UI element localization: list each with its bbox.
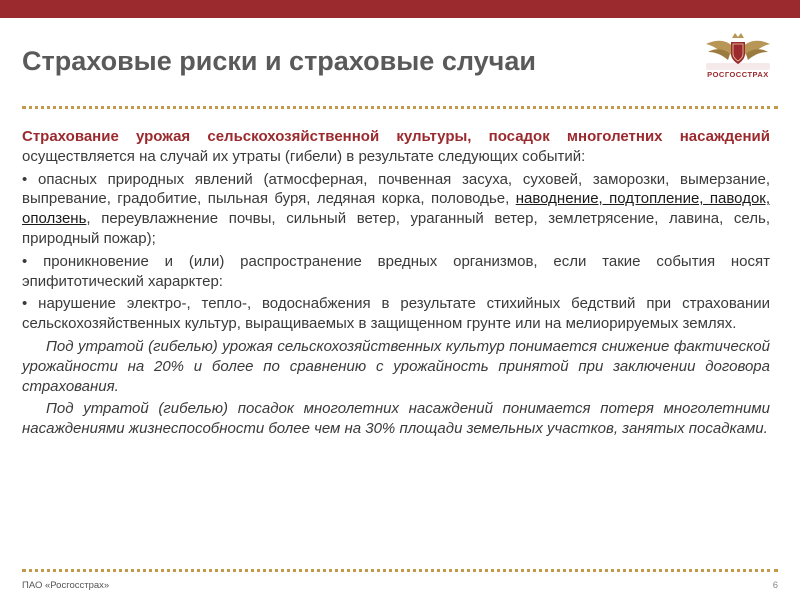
bottom-dotted-divider [22, 569, 778, 572]
bullet-item-2 [22, 252, 770, 292]
logo-text: РОСГОССТРАХ [707, 70, 769, 79]
slide-content [22, 127, 770, 442]
bullet-3-text: нарушение электро-, тепло-, водоснабжения в результате стихийных бедствий при страховании сельскохозяйственных культур, выращиваемых в защищенном грунте или на мелиорируемых землях. [22, 295, 770, 333]
top-accent-bar [0, 0, 800, 18]
bullet-item-1 [22, 170, 770, 249]
footer-company: ПАО «Росгосстрах» [22, 580, 110, 591]
top-dotted-divider [22, 106, 778, 109]
bullet-icon: • [22, 295, 28, 313]
eagle-emblem-icon [700, 30, 776, 70]
definition-paragraph-1: Под утратой (гибелью) урожая сельскохозяйственных культур понимается снижение фактической урожайности на 20% и более по сравнению с урожайность принятой при заключении договора страхования. [22, 337, 770, 395]
bullet-icon: • [22, 252, 28, 270]
slide-title: Страховые риски и страховые случаи [22, 46, 536, 76]
rosgosstrakh-logo [700, 30, 776, 88]
bullet-1-underlined-text: наводнение, подтопление, паводок, оползень [22, 190, 771, 228]
bullet-2-text: проникновение и (или) распространение вредных организмов, если такие события носят эпифитотический харарктер: [22, 252, 770, 290]
bullet-1-text-b: , переувлажнение почвы, сильный ветер, ураганный ветер, землетрясение, лавина, сель, природный пожар); [22, 210, 770, 247]
bullet-1-text-a: опасных природных явлений (атмосферная, почвенная засуха, суховей, заморозки, вымерзание, выпревание, градобитие, пыльная буря, ледяная корка, половодье, [22, 170, 770, 208]
bullet-icon: • [22, 170, 28, 188]
definition-paragraph-2: Под утратой (гибелью) посадок многолетних насаждений понимается потеря многолетними насаждениями жизнеспособности более чем на 30% площади земельных участков, занятых посадками. [22, 400, 770, 438]
page-number: 6 [772, 580, 778, 591]
intro-rest-text: осуществляется на случай их утраты (гибели) в результате следующих событий: [22, 147, 586, 165]
intro-bold-text: Страхование урожая сельскохозяйственной культуры, посадок многолетних насаждений [22, 128, 770, 145]
bullet-item-3 [22, 294, 770, 334]
intro-paragraph [22, 127, 770, 167]
